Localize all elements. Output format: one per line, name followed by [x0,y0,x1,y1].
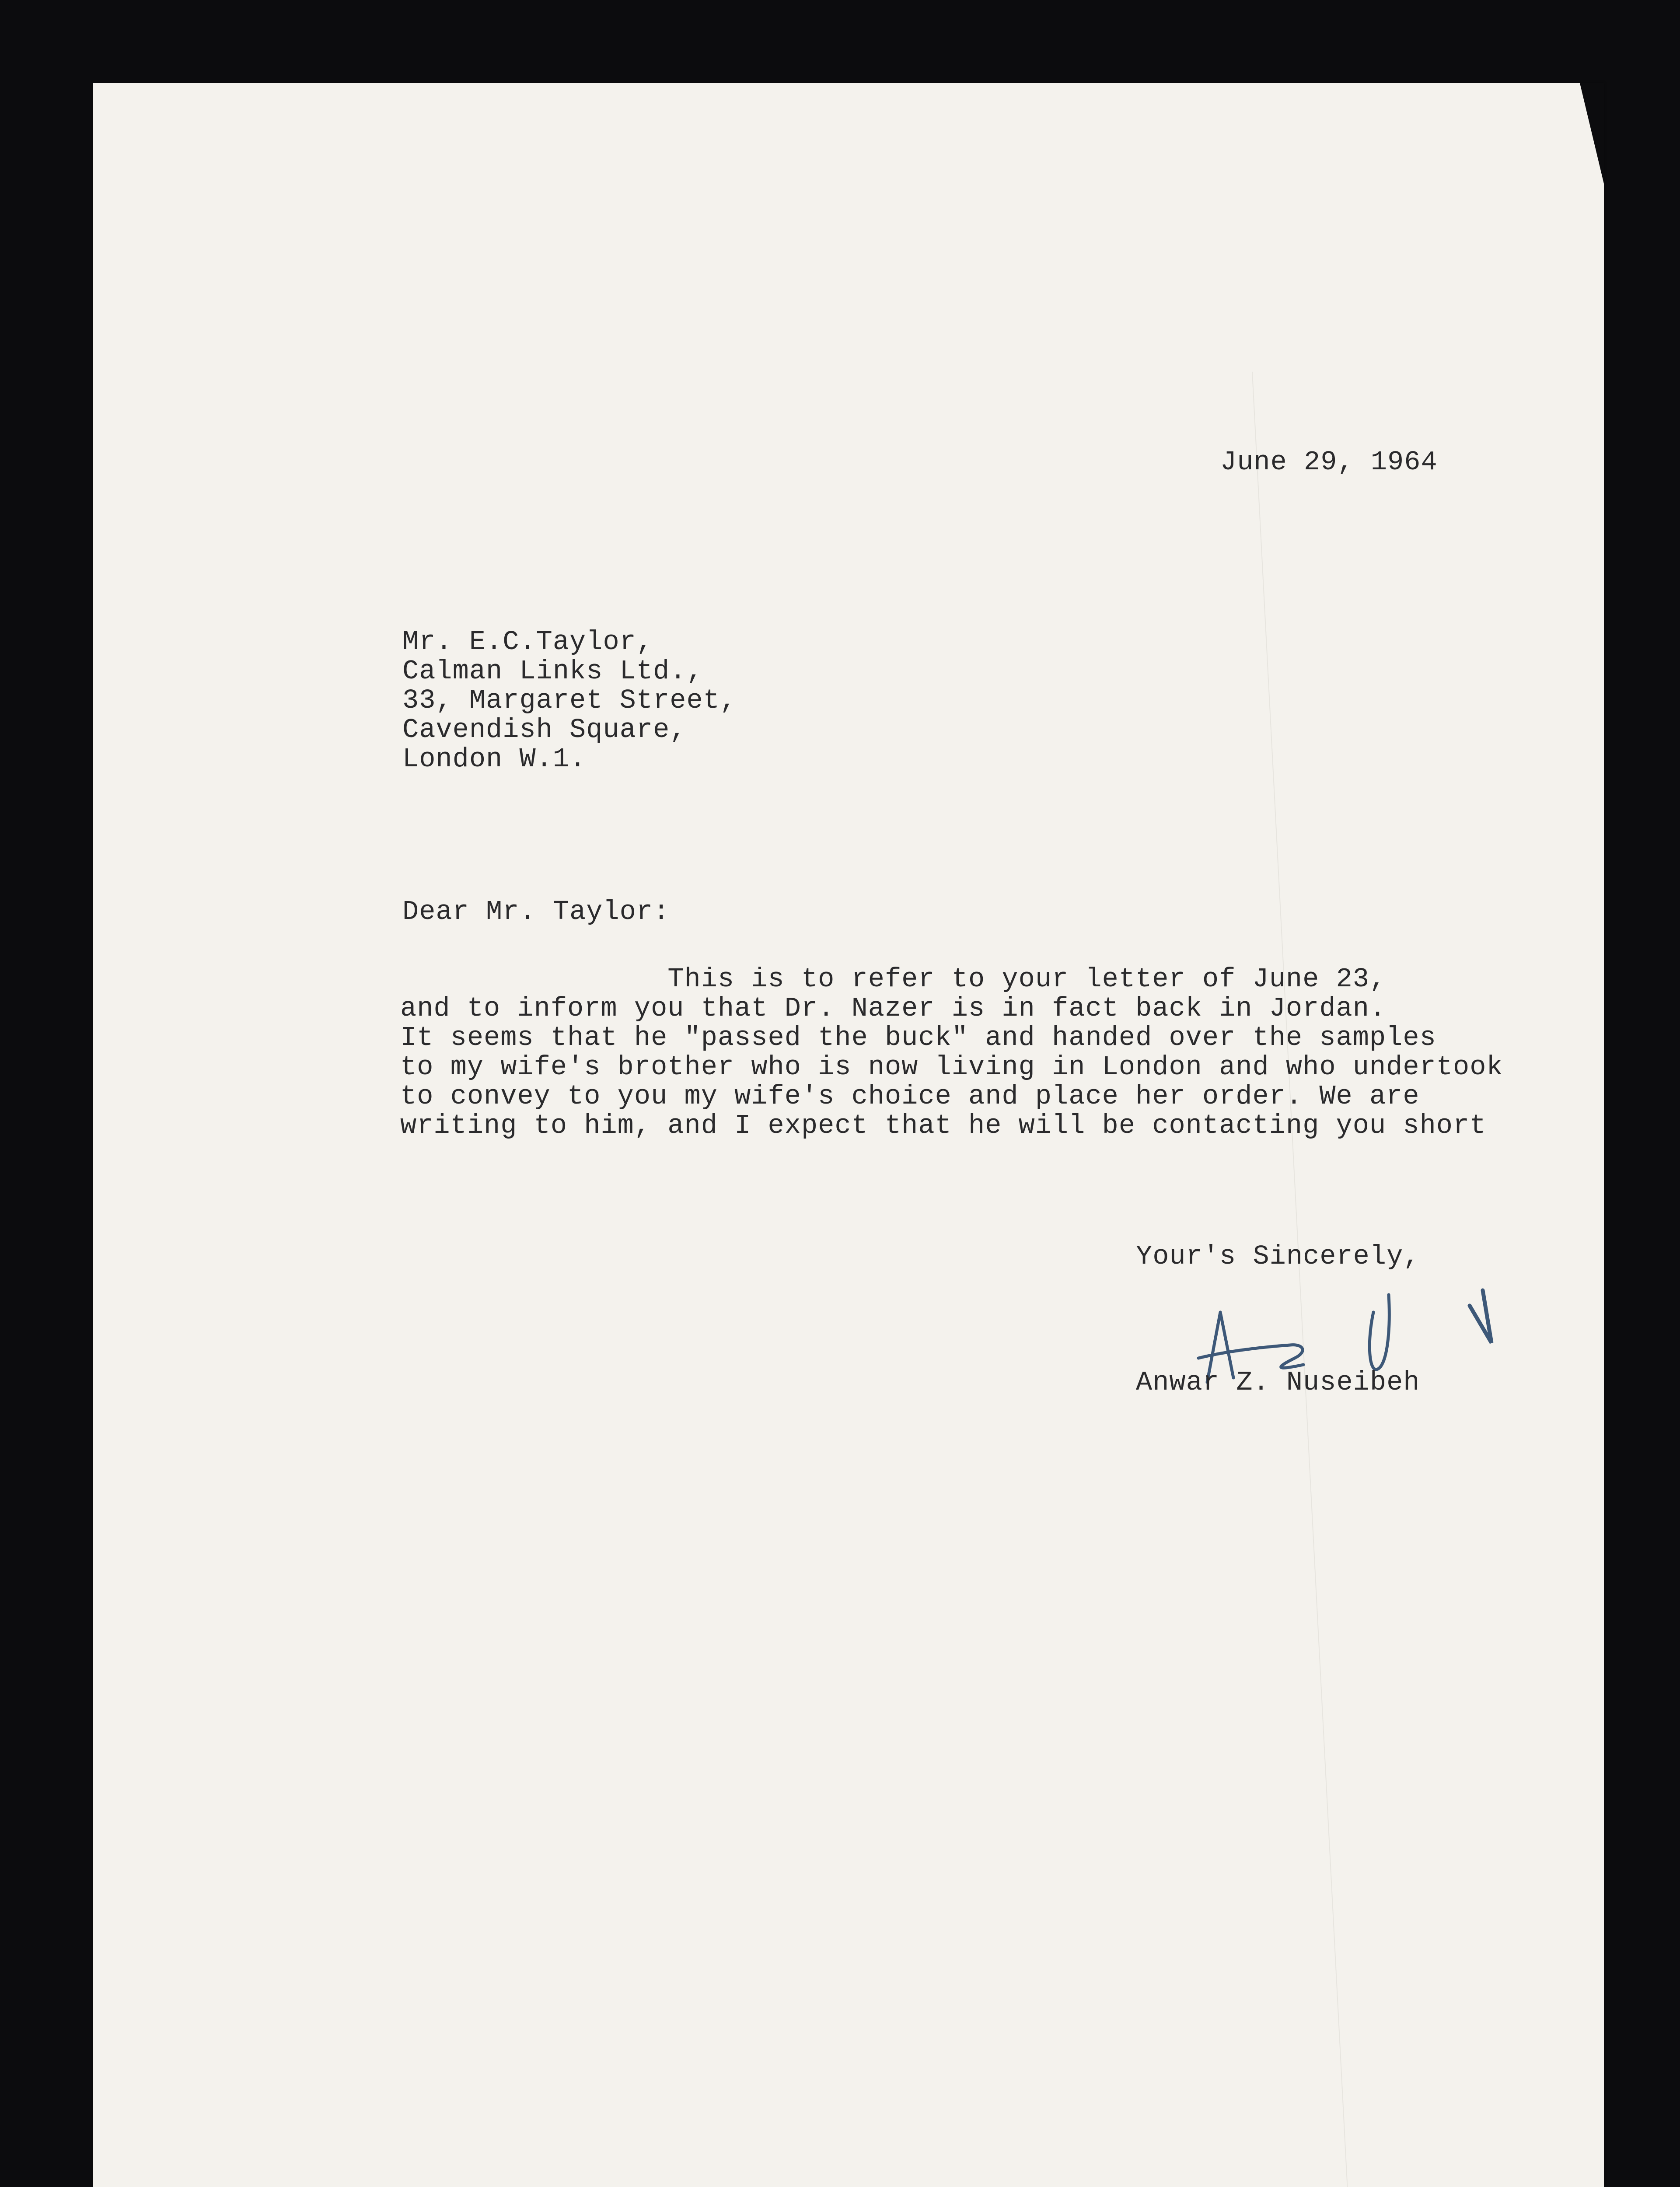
body-line: It seems that he "passed the buck" and handed over the samples [400,1022,1436,1053]
address-line: Calman Links Ltd., [402,656,703,687]
body-line: to my wife's brother who is now living in London and who undertook [400,1052,1503,1083]
body-line: writing to him, and I expect that he will be contacting you short [400,1110,1487,1141]
body-line: to convey to you my wife's choice and place her order. We are [400,1081,1420,1112]
body-line: and to inform you that Dr. Nazer is in fact back in Jordan. [400,993,1387,1024]
address-line: 33, Margaret Street, [402,685,737,716]
salutation: Dear Mr. Taylor: [402,896,670,927]
address-line: Mr. E.C.Taylor, [402,626,653,657]
closing: Your's Sincerely, [1136,1241,1420,1272]
paper-crease [1252,371,1355,2187]
signer-name: Anwar Z. Nuseibeh [1136,1367,1420,1398]
address-line: London W.1. [402,744,587,775]
address-line: Cavendish Square, [402,714,687,745]
letter-date: June 29, 1964 [1220,447,1438,478]
folded-corner [1580,83,1604,184]
body-line: This is to refer to your letter of June 23, [400,964,1387,995]
